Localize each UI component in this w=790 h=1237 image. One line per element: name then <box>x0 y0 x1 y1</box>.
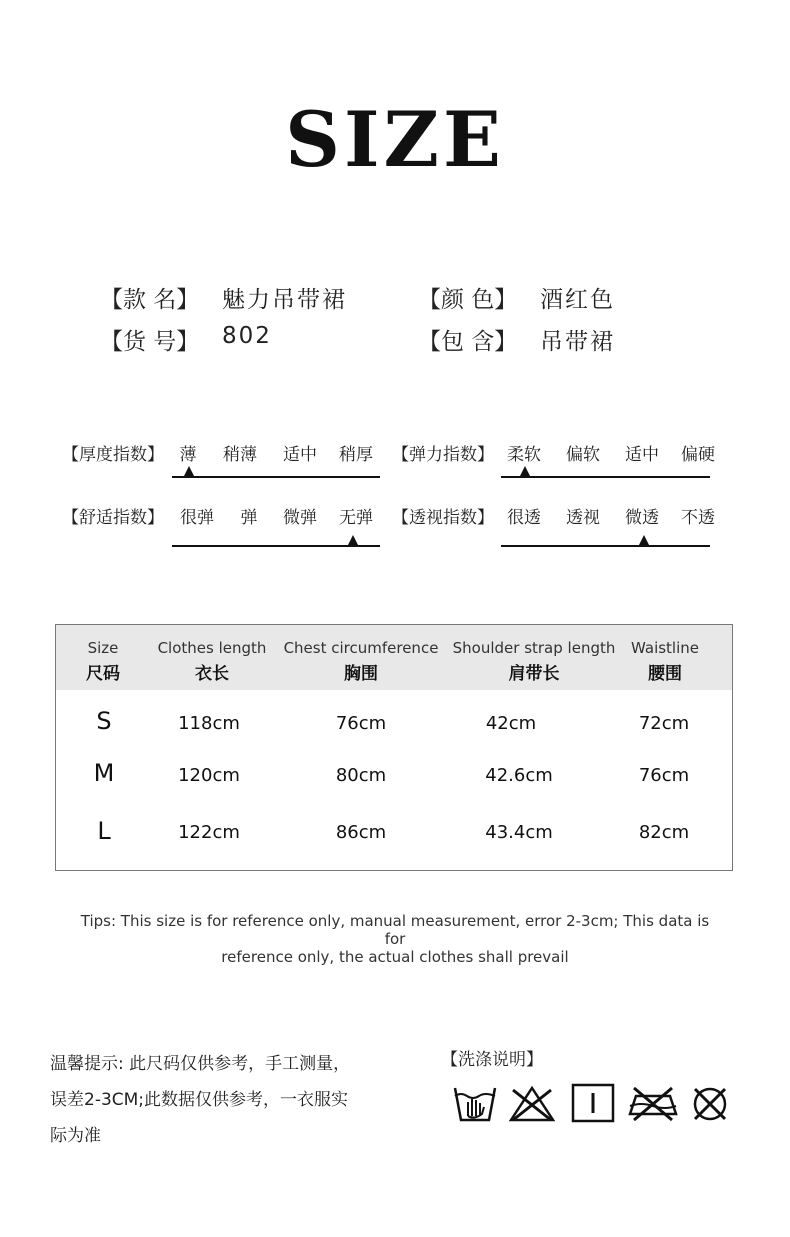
do-not-bleach-icon <box>507 1082 557 1124</box>
thickness-scale-line <box>172 476 380 478</box>
transparency-marker-icon <box>639 535 649 545</box>
thickness-index <box>62 440 392 480</box>
header-en: Clothes length <box>157 639 267 657</box>
info-name-row <box>100 281 400 311</box>
warm-tip-line: 误差2-3CM;此数据仅供参考，一衣服实 <box>50 1090 349 1110</box>
header-en: Shoulder strap length <box>452 639 616 657</box>
comfort-label: 【舒适指数】 <box>62 508 164 528</box>
comfort-option: 微弹 <box>283 508 317 528</box>
table-cell: 42.6cm <box>485 765 553 786</box>
thickness-option: 适中 <box>283 445 317 465</box>
table-cell-size: M <box>93 759 115 787</box>
elasticity-scale-line <box>501 476 710 478</box>
page-title: SIZE <box>285 95 505 184</box>
table-cell: 80cm <box>335 765 387 786</box>
elasticity-label: 【弹力指数】 <box>392 445 494 465</box>
care-title: 【洗涤说明】 <box>441 1050 543 1070</box>
info-color-row <box>418 281 718 311</box>
warm-tip-line: 际为准 <box>50 1126 101 1146</box>
header-cn: 尺码 <box>86 664 120 684</box>
header-en: Chest circumference <box>283 639 439 657</box>
transparency-option: 透视 <box>566 508 600 528</box>
elasticity-option: 偏硬 <box>681 445 715 465</box>
table-cell: 43.4cm <box>485 822 553 843</box>
table-header-clothes-length <box>158 639 267 685</box>
hand-wash-icon <box>452 1082 498 1124</box>
name-value: 魅力吊带裙 <box>222 287 347 313</box>
table-cell: 72cm <box>638 713 690 734</box>
table-cell: 120cm <box>178 765 240 786</box>
warm-tip <box>50 1046 390 1154</box>
comfort-option: 无弹 <box>339 508 373 528</box>
table-cell: 76cm <box>638 765 690 786</box>
item-label: 【货 号】 <box>100 329 200 355</box>
size-table <box>55 624 733 871</box>
thickness-option: 薄 <box>179 445 197 465</box>
transparency-label: 【透视指数】 <box>392 508 494 528</box>
comfort-index <box>62 503 392 551</box>
table-header-size <box>86 639 120 685</box>
comfort-scale-line <box>172 545 380 547</box>
warm-tip-line: 温馨提示: 此尺码仅供参考，手工测量， <box>50 1054 351 1074</box>
elasticity-index <box>392 440 722 480</box>
name-label: 【款 名】 <box>100 287 200 313</box>
table-header-shoulder-strap <box>453 639 616 685</box>
thickness-label: 【厚度指数】 <box>62 445 164 465</box>
tips-line: reference only, the actual clothes shall prevail <box>221 948 569 966</box>
elasticity-option: 适中 <box>625 445 659 465</box>
table-cell-size: S <box>96 707 112 735</box>
header-cn: 衣长 <box>195 664 229 684</box>
color-label: 【颜 色】 <box>418 287 518 313</box>
comfort-marker-icon <box>348 535 358 545</box>
header-cn: 胸围 <box>343 664 378 684</box>
thickness-option: 稍厚 <box>339 445 373 465</box>
table-cell: 82cm <box>638 822 690 843</box>
tips-line: Tips: This size is for reference only, manual measurement, error 2-3cm; This data is for <box>80 912 710 948</box>
table-cell: 76cm <box>335 713 387 734</box>
table-cell: 118cm <box>178 713 240 734</box>
item-value: 802 <box>222 323 272 349</box>
transparency-index <box>392 503 722 551</box>
line-dry-icon <box>570 1082 616 1124</box>
table-header-waistline <box>631 639 699 685</box>
header-en: Waistline <box>631 639 699 657</box>
transparency-scale-line <box>501 545 710 547</box>
table-cell: 86cm <box>335 822 387 843</box>
thickness-marker-icon <box>184 466 194 476</box>
info-item-row <box>100 323 400 353</box>
includes-label: 【包 含】 <box>418 329 518 355</box>
table-cell-size: L <box>97 817 111 845</box>
table-header-chest <box>284 639 439 685</box>
elasticity-option: 柔软 <box>507 445 541 465</box>
header-cn: 肩带长 <box>508 664 560 684</box>
info-includes-row <box>418 323 718 353</box>
transparency-option: 微透 <box>625 508 659 528</box>
header-cn: 腰围 <box>648 664 682 684</box>
transparency-option: 不透 <box>681 508 715 528</box>
comfort-option: 弹 <box>240 508 258 528</box>
do-not-dry-clean-icon <box>690 1082 730 1124</box>
thickness-option: 稍薄 <box>223 445 257 465</box>
table-cell: 42cm <box>485 713 537 734</box>
table-cell: 122cm <box>178 822 240 843</box>
do-not-iron-icon <box>626 1082 680 1124</box>
tips-text <box>70 912 720 966</box>
color-value: 酒红色 <box>540 287 615 313</box>
elasticity-marker-icon <box>520 466 530 476</box>
comfort-option: 很弹 <box>180 508 214 528</box>
header-en: Size <box>87 639 119 657</box>
includes-value: 吊带裙 <box>540 329 615 355</box>
elasticity-option: 偏软 <box>566 445 600 465</box>
transparency-option: 很透 <box>507 508 541 528</box>
